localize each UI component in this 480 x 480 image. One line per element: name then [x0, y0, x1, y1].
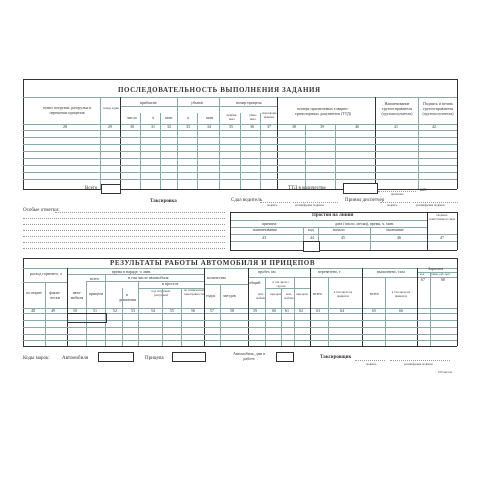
col-min: мин.: [165, 115, 173, 120]
auto-days-box[interactable]: [276, 352, 294, 362]
num-60: 60: [272, 308, 276, 313]
num-68: 68: [441, 277, 445, 282]
num-57: 57: [210, 308, 214, 313]
ttd-label: ТТД в количестве: [288, 186, 326, 191]
num-33: 33: [186, 124, 190, 129]
col-point: пункт погрузки, разгрузки и перецепки прицепов: [42, 105, 92, 115]
incl-auto: в том числе автомобиля: [128, 275, 169, 280]
num-39: 39: [320, 124, 324, 129]
num-65: 65: [372, 308, 376, 313]
time-title: время в наряде, ч. мин.: [112, 269, 152, 274]
sign-resp: Подпись ответственного лица: [428, 213, 456, 221]
num-36: 36: [250, 124, 254, 129]
col-day: число: [127, 115, 137, 120]
trailer3-label: при-цепа: [296, 292, 308, 296]
trailer-label: прицепа: [89, 291, 104, 296]
num-62: 62: [299, 308, 303, 313]
col-shipper: Наименование грузоотправителя (грузополучателя): [381, 101, 413, 116]
num-66: 66: [399, 308, 403, 313]
trailer-code-box[interactable]: [172, 352, 206, 362]
num-31: 31: [151, 124, 155, 129]
taxer-label: Таксировщик: [320, 355, 352, 360]
runs-label: ездок: [206, 293, 216, 298]
col-min2: мин.: [206, 115, 214, 120]
salary-label: Зарплата: [428, 266, 444, 271]
num-53: 53: [131, 308, 135, 313]
codes-label: Коды марок:: [23, 356, 50, 361]
taxer-sign: подпись: [366, 362, 377, 366]
trailer2-label: при-цепа: [270, 292, 282, 296]
num-67: 67: [421, 277, 425, 282]
done-tkm-label: выполнено, т.км: [377, 269, 405, 274]
handed-label: Сдал водитель: [231, 198, 262, 203]
start-label: начало: [333, 227, 345, 232]
num-37: 37: [267, 124, 271, 129]
num-63: 63: [316, 308, 320, 313]
tkm-total: всего: [370, 291, 380, 296]
num-41: 41: [394, 124, 398, 129]
fact-label: факти-чески: [49, 290, 61, 300]
salary-code: код: [420, 272, 425, 276]
col-h: ч: [152, 115, 155, 120]
total-time-box[interactable]: [67, 313, 107, 323]
num-59: 59: [253, 308, 257, 313]
auto-label: авто-мобиля: [70, 290, 84, 300]
in-move: в движении: [119, 292, 136, 302]
num-28: 28: [63, 124, 67, 129]
trips-label: заездов: [223, 293, 236, 298]
auto2-label: авто-мобиля: [256, 292, 266, 300]
num-44: 44: [310, 235, 314, 240]
handed-sign: подпись: [267, 203, 278, 207]
fuel-label: расход горючего, л: [30, 271, 62, 276]
col-order: номер ездки: [103, 106, 119, 110]
norm-label: по норме: [26, 290, 42, 295]
in-idle: в простое: [162, 281, 179, 286]
col-docs: номера прилагаемых товарно-транспортных документов (ТТД): [294, 106, 352, 116]
obshiy-label: общий: [249, 280, 261, 285]
section1-title: ПОСЛЕДОВАТЕЛЬНОСТЬ ВЫПОЛНЕНИЯ ЗАДАНИЯ: [118, 86, 321, 94]
cargo-t-label: перевезено, т: [318, 269, 341, 274]
taxer-decoding: расшифровка подписи: [404, 362, 433, 366]
auto-code-box[interactable]: [98, 352, 134, 362]
special-notes-label: Особые отметки:: [23, 208, 60, 213]
col-arrival: прибытие: [140, 100, 157, 105]
num-48: 48: [31, 308, 35, 313]
num-38: 38: [292, 124, 296, 129]
trailer-code-label: Прицепа: [145, 356, 164, 361]
with-cargo: в том числе с грузом: [272, 280, 290, 288]
under-load: под погрузкой, разгрузкой: [151, 289, 171, 297]
num-58: 58: [230, 308, 234, 313]
sheets-label: 100 листов: [438, 370, 452, 374]
tech: по технической неисправности: [184, 288, 204, 296]
datetime-label: дата (число, месяц), время, ч. мин.: [335, 221, 394, 226]
taxing-label: Таксировка: [150, 199, 177, 204]
ttd-box[interactable]: [343, 183, 378, 194]
col-moved: переоформ-прицепа: [262, 111, 278, 119]
num-42: 42: [432, 124, 436, 129]
section2-title: РЕЗУЛЬТАТЫ РАБОТЫ АВТОМОБИЛЯ И ПРИЦЕПОВ: [110, 259, 316, 267]
col-trailer: номер прицепа: [236, 100, 262, 105]
col-arrived: прибыв-шего: [226, 113, 238, 121]
num-30: 30: [130, 124, 134, 129]
sht-label: шт.: [420, 188, 427, 193]
num-43: 43: [262, 235, 266, 240]
num-40: 40: [355, 124, 359, 129]
salary-sum: сумма, руб. коп.: [430, 272, 451, 276]
auto-code-label: Автомобиля: [62, 356, 89, 361]
num-29: 29: [108, 124, 112, 129]
idle-title: Простои на линии: [312, 213, 354, 218]
num-47: 47: [440, 235, 444, 240]
accepted-decoding: расшифровка подписи: [416, 203, 445, 207]
num-50: 50: [73, 308, 77, 313]
num-51: 51: [93, 308, 97, 313]
num-55: 55: [170, 308, 174, 313]
idle-code-box[interactable]: [303, 241, 320, 252]
num-46: 46: [397, 235, 401, 240]
num-49: 49: [51, 308, 55, 313]
accepted-sign: подпись: [387, 203, 398, 207]
num-52: 52: [113, 308, 117, 313]
code-label: код: [308, 227, 314, 232]
auto-days-label: Автомобиль, дни в работе: [232, 351, 266, 361]
rides-label: количество: [207, 275, 227, 280]
col-h2: ч: [187, 115, 190, 120]
handed-decoding: расшифровка подписи: [295, 203, 324, 207]
num-61: 61: [285, 308, 289, 313]
total-label: Всего: [85, 186, 98, 191]
ttd-written: прописью: [391, 192, 404, 196]
num-64: 64: [340, 308, 344, 313]
accepted-label: Принял диспетчер: [345, 198, 385, 203]
col-sign: Подпись и печать грузоотправителя (грузополучателя): [422, 101, 454, 116]
total-box[interactable]: [101, 184, 121, 194]
reason-label: причина: [262, 221, 277, 226]
num-34: 34: [207, 124, 211, 129]
col-departure: убытие: [191, 100, 204, 105]
num-56: 56: [191, 308, 195, 313]
auto3-label: авто-мобиля: [284, 292, 294, 300]
mileage-label: пробег, км: [258, 269, 276, 274]
num-45: 45: [341, 235, 345, 240]
num-35: 35: [229, 124, 233, 129]
cargo-total: всего: [313, 291, 323, 296]
end-label: окончание: [386, 227, 404, 232]
tkm-on-trailer: в том числе на прицепах: [391, 290, 411, 298]
col-left: убыв-шего: [249, 113, 257, 121]
num-32: 32: [167, 124, 171, 129]
time-total: всего: [90, 276, 100, 281]
cargo-on-trailer: в том числе на прицепах: [333, 290, 353, 298]
naim-label: наименование: [253, 227, 278, 232]
num-54: 54: [151, 308, 155, 313]
